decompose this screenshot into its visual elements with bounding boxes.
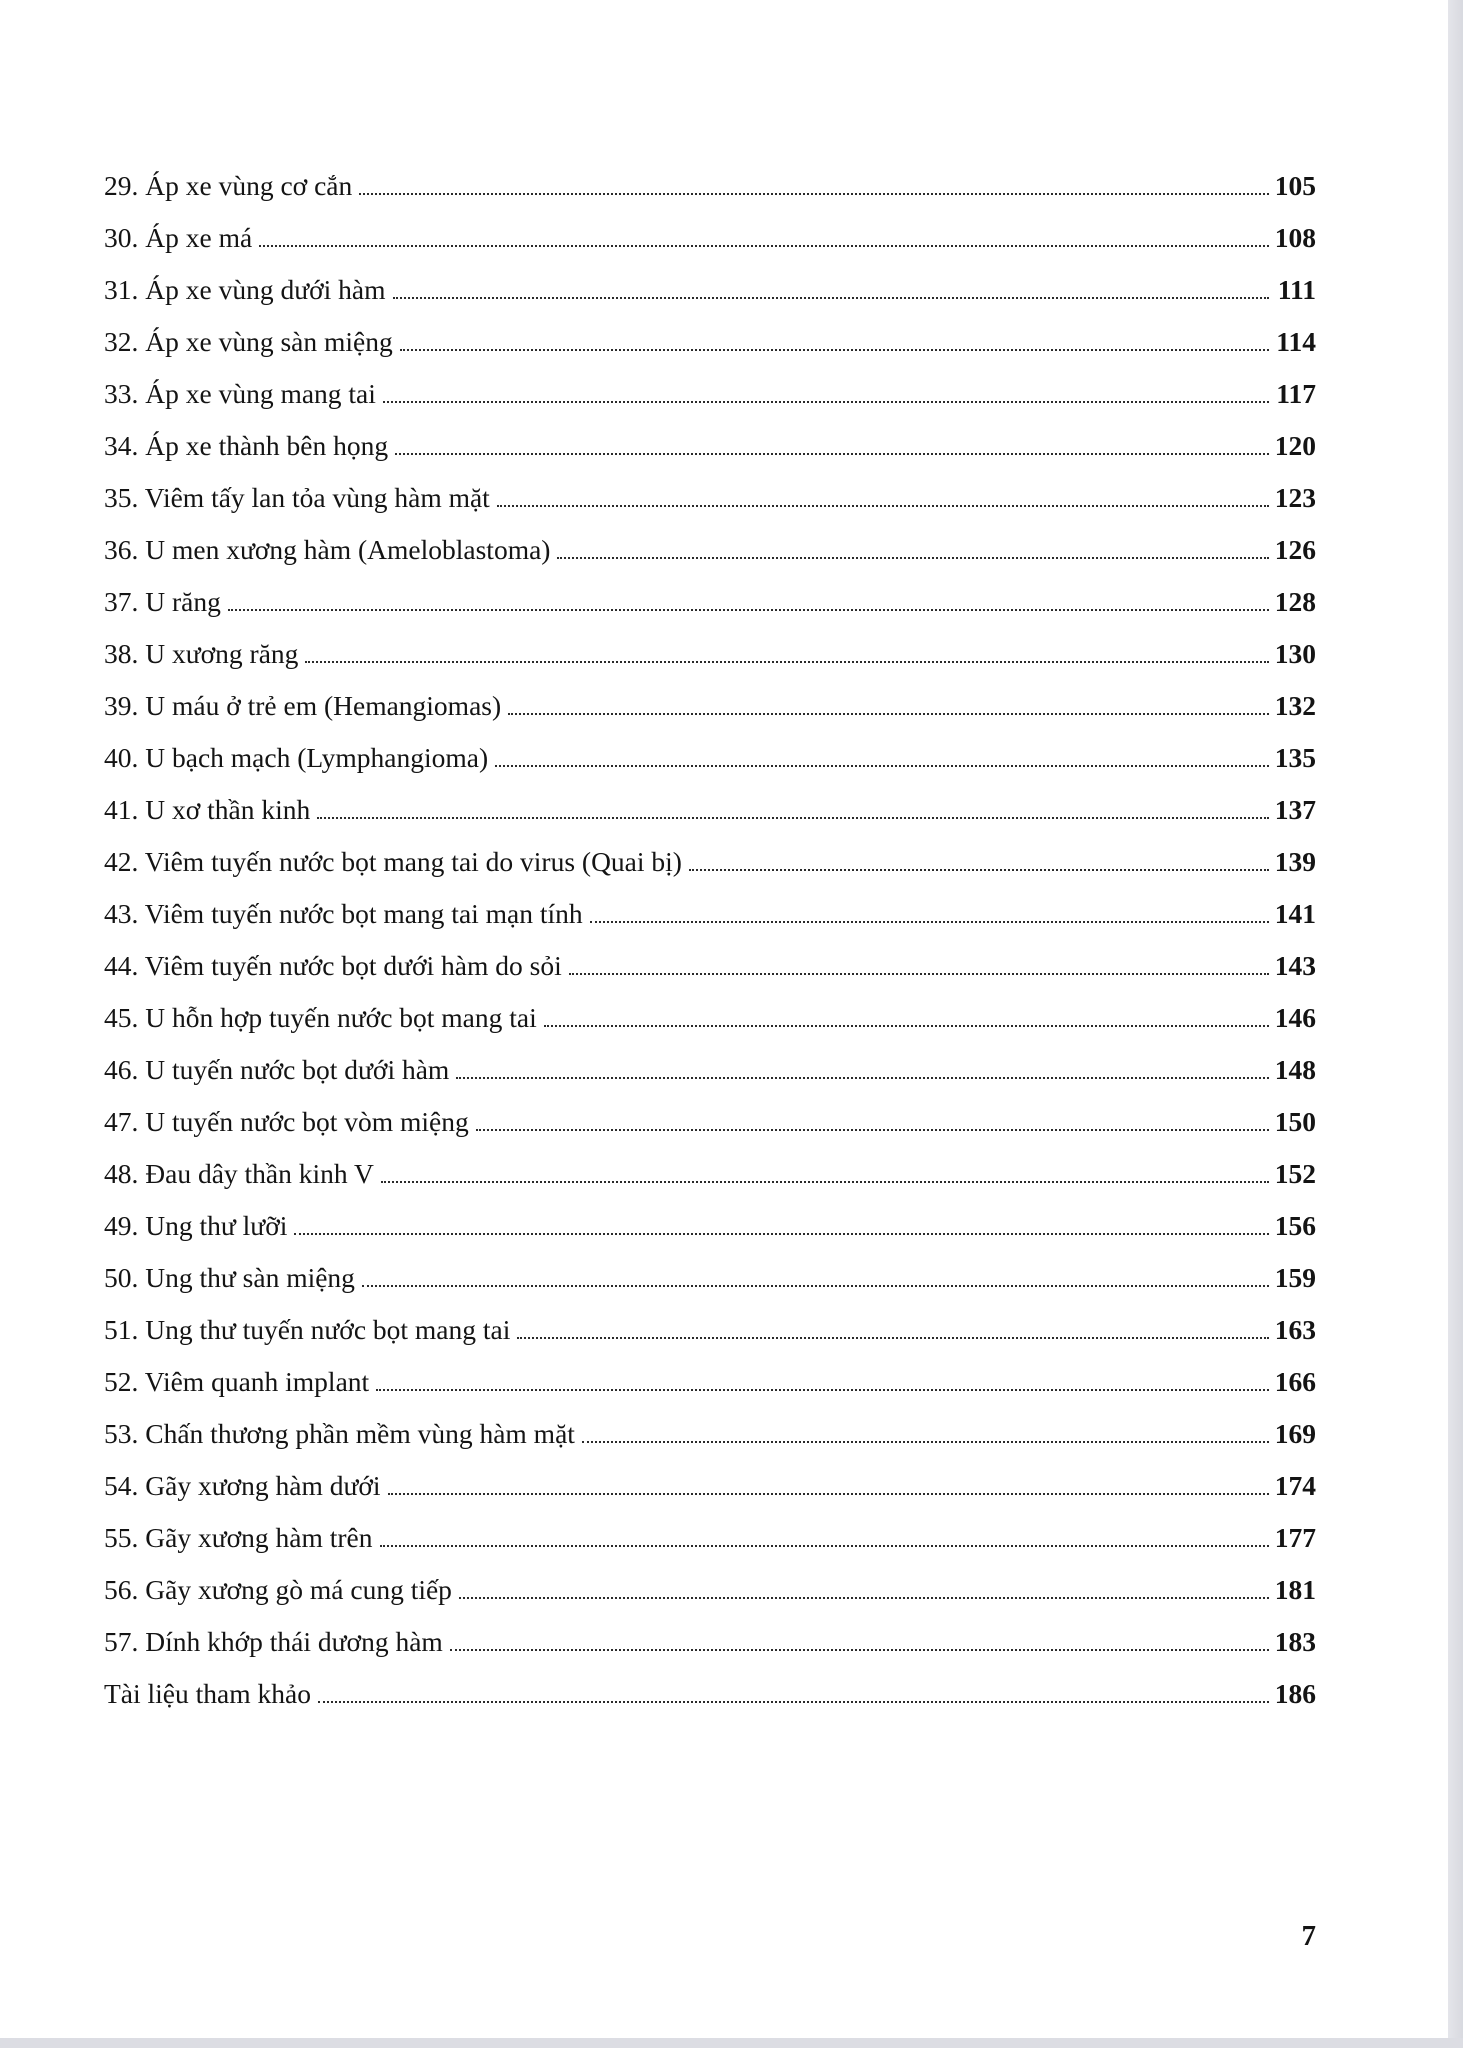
- toc-entry-page: 117: [1276, 378, 1316, 409]
- toc-entry-page: 169: [1274, 1418, 1316, 1449]
- toc-entry: [104, 1460, 1316, 1512]
- toc-entry-title: 32. Áp xe vùng sàn miệng: [104, 326, 393, 357]
- toc-entry: [104, 1356, 1316, 1408]
- toc-entry-title: 46. U tuyến nước bọt dưới hàm: [104, 1054, 450, 1085]
- toc-entry-title: 56. Gãy xương gò má cung tiếp: [104, 1574, 452, 1605]
- toc-entry-title: 37. U răng: [104, 586, 221, 617]
- dot-leader: [395, 453, 1269, 455]
- dot-leader: [294, 1233, 1269, 1235]
- toc-entry: [104, 316, 1316, 368]
- toc-entry: [104, 1304, 1316, 1356]
- dot-leader: [393, 297, 1270, 299]
- page-bottom-edge: [0, 2038, 1463, 2048]
- toc-entry-page: 156: [1274, 1210, 1316, 1241]
- toc-entry-page: 130: [1274, 638, 1316, 669]
- dot-leader: [380, 1545, 1270, 1547]
- toc-entry-page: 148: [1274, 1054, 1316, 1085]
- toc-entry-page: 186: [1274, 1678, 1316, 1709]
- toc-entry-page: 141: [1274, 898, 1316, 929]
- toc-entry: [104, 1096, 1316, 1148]
- toc-entry: [104, 888, 1316, 940]
- dot-leader: [381, 1181, 1269, 1183]
- toc-entry: [104, 212, 1316, 264]
- toc-entry-title: 53. Chấn thương phần mềm vùng hàm mặt: [104, 1418, 575, 1449]
- toc-entry-page: 123: [1274, 482, 1316, 513]
- dot-leader: [450, 1649, 1269, 1651]
- toc-entry-title: 40. U bạch mạch (Lymphangioma): [104, 742, 489, 773]
- dot-leader: [544, 1025, 1269, 1027]
- dot-leader: [508, 713, 1269, 715]
- toc-entry-title: 29. Áp xe vùng cơ cắn: [104, 170, 353, 201]
- toc-entry-page: 177: [1274, 1522, 1316, 1553]
- toc-entry-title: 52. Viêm quanh implant: [104, 1366, 370, 1397]
- toc-entry: [104, 1148, 1316, 1200]
- toc-entry-page: 135: [1274, 742, 1316, 773]
- dot-leader: [383, 401, 1269, 403]
- toc-entry: [104, 1512, 1316, 1564]
- toc-entry: [104, 1252, 1316, 1304]
- toc-entry-title: 51. Ung thư tuyến nước bọt mang tai: [104, 1314, 511, 1345]
- toc-entry-page: 159: [1274, 1262, 1316, 1293]
- toc-entry: [104, 836, 1316, 888]
- toc-entry-page: 166: [1274, 1366, 1316, 1397]
- toc-entry-references: [104, 1668, 1316, 1720]
- dot-leader: [259, 245, 1269, 247]
- toc-entry-page: 137: [1274, 794, 1316, 825]
- toc-entry: [104, 992, 1316, 1044]
- toc-entry-title: 57. Dính khớp thái dương hàm: [104, 1626, 443, 1657]
- toc-entry-title: 55. Gãy xương hàm trên: [104, 1522, 373, 1553]
- dot-leader: [582, 1441, 1269, 1443]
- toc-entry-title: 48. Đau dây thần kinh V: [104, 1158, 374, 1189]
- toc-entry-title: 50. Ung thư sàn miệng: [104, 1262, 355, 1293]
- toc-entry-title: 43. Viêm tuyến nước bọt mang tai mạn tính: [104, 898, 583, 929]
- toc-entry-title: 33. Áp xe vùng mang tai: [104, 378, 376, 409]
- toc-entry: [104, 628, 1316, 680]
- toc-entry-page: 128: [1274, 586, 1316, 617]
- toc-entry: [104, 784, 1316, 836]
- dot-leader: [569, 973, 1269, 975]
- toc-entry-page: 132: [1274, 690, 1316, 721]
- toc-entry: [104, 940, 1316, 992]
- toc-entry-title: Tài liệu tham khảo: [104, 1678, 311, 1709]
- toc-entry-title: 42. Viêm tuyến nước bọt mang tai do virus (Quai bị): [104, 846, 682, 877]
- toc-entry: [104, 1408, 1316, 1460]
- toc-entry-page: 111: [1277, 274, 1316, 305]
- toc-entry: [104, 732, 1316, 784]
- toc-entry-title: 49. Ung thư lưỡi: [104, 1210, 288, 1241]
- dot-leader: [359, 193, 1269, 195]
- toc-entry-title: 38. U xương răng: [104, 638, 299, 669]
- toc-entry-title: 44. Viêm tuyến nước bọt dưới hàm do sỏi: [104, 950, 562, 981]
- toc-entry-page: 163: [1274, 1314, 1316, 1345]
- toc-entry-page: 174: [1274, 1470, 1316, 1501]
- toc-entry: [104, 368, 1316, 420]
- toc-entry: [104, 576, 1316, 628]
- toc-entry-title: 30. Áp xe má: [104, 222, 253, 253]
- page-number: 7: [1301, 1920, 1316, 1952]
- dot-leader: [517, 1337, 1269, 1339]
- toc-entry: [104, 1044, 1316, 1096]
- dot-leader: [400, 349, 1269, 351]
- toc-entry: [104, 1616, 1316, 1668]
- toc-entry-page: 152: [1274, 1158, 1316, 1189]
- toc-entry-title: 31. Áp xe vùng dưới hàm: [104, 274, 386, 305]
- toc-entry-page: 139: [1274, 846, 1316, 877]
- toc-entry-page: 181: [1274, 1574, 1316, 1605]
- dot-leader: [305, 661, 1269, 663]
- toc-entry-title: 39. U máu ở trẻ em (Hemangiomas): [104, 690, 502, 721]
- toc-entry-title: 35. Viêm tấy lan tỏa vùng hàm mặt: [104, 482, 490, 513]
- toc-entry-page: 183: [1274, 1626, 1316, 1657]
- toc-entry: [104, 680, 1316, 732]
- toc-entry: [104, 1200, 1316, 1252]
- dot-leader: [317, 817, 1269, 819]
- toc-entry-page: 143: [1274, 950, 1316, 981]
- toc-entry-title: 45. U hỗn hợp tuyến nước bọt mang tai: [104, 1002, 537, 1033]
- dot-leader: [590, 921, 1269, 923]
- toc-entry-page: 105: [1274, 170, 1316, 201]
- dot-leader: [456, 1077, 1269, 1079]
- dot-leader: [495, 765, 1269, 767]
- dot-leader: [318, 1701, 1269, 1703]
- toc-entry-page: 126: [1274, 534, 1316, 565]
- toc-entry-page: 146: [1274, 1002, 1316, 1033]
- toc-entry-title: 41. U xơ thần kinh: [104, 794, 311, 825]
- dot-leader: [497, 505, 1269, 507]
- dot-leader: [362, 1285, 1269, 1287]
- table-of-contents: [104, 160, 1316, 1720]
- toc-entry: [104, 264, 1316, 316]
- toc-entry-title: 36. U men xương hàm (Ameloblastoma): [104, 534, 551, 565]
- dot-leader: [228, 609, 1269, 611]
- toc-entry-page: 120: [1274, 430, 1316, 461]
- toc-entry-page: 150: [1274, 1106, 1316, 1137]
- toc-entry: [104, 524, 1316, 576]
- toc-entry: [104, 160, 1316, 212]
- toc-entry: [104, 1564, 1316, 1616]
- toc-entry-page: 108: [1274, 222, 1316, 253]
- dot-leader: [376, 1389, 1269, 1391]
- page-edge-shadow: [1448, 0, 1463, 2048]
- dot-leader: [459, 1597, 1269, 1599]
- toc-entry-title: 34. Áp xe thành bên họng: [104, 430, 389, 461]
- dot-leader: [476, 1129, 1269, 1131]
- toc-entry: [104, 420, 1316, 472]
- dot-leader: [557, 557, 1269, 559]
- toc-entry: [104, 472, 1316, 524]
- toc-entry-page: 114: [1276, 326, 1316, 357]
- toc-entry-title: 54. Gãy xương hàm dưới: [104, 1470, 381, 1501]
- dot-leader: [689, 869, 1269, 871]
- toc-entry-title: 47. U tuyến nước bọt vòm miệng: [104, 1106, 469, 1137]
- dot-leader: [388, 1493, 1269, 1495]
